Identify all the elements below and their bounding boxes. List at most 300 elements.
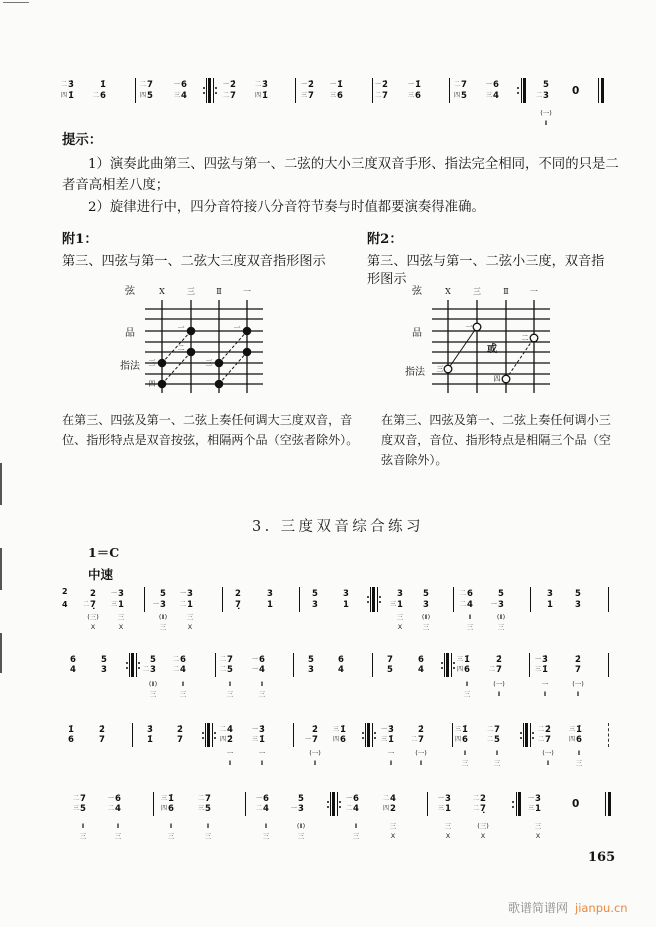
string-mark: 三 [444, 822, 452, 830]
finger-number-upper: 二 [453, 81, 460, 88]
barline-stroke [608, 792, 611, 816]
string-mark: Ⅱ [389, 759, 393, 767]
note-upper: 5 [101, 655, 107, 665]
note-lower: 1̇ [388, 735, 394, 745]
finger-number-lower: 二 [345, 805, 352, 812]
note-lower: 7 [177, 735, 183, 745]
finger-label: 一 [465, 323, 473, 331]
finger-number-upper: 二 [72, 795, 79, 802]
note-lower: 7 [418, 735, 424, 745]
string-mark: 三 [575, 759, 583, 767]
note-upper: 6 [418, 655, 424, 665]
string-mark: Ⅱ [260, 759, 264, 767]
note-lower: 1̇ [259, 735, 265, 745]
note-lower: 1 [535, 804, 541, 814]
note-upper: 1̇ [462, 725, 468, 735]
note-lower: 7 [575, 665, 581, 675]
string-mark: X [390, 832, 396, 840]
note-upper: 3̇ [388, 725, 394, 735]
finger-label: 二 [177, 344, 185, 352]
finger-number-upper: 一 [173, 81, 180, 88]
finger-number-upper: 一 [374, 81, 381, 88]
string-number: 三 [187, 287, 195, 296]
finger-number-upper: 一 [222, 81, 229, 88]
or-label: 或 [487, 344, 497, 355]
fret-row-label: 品 [412, 328, 422, 339]
note-upper: 6 [70, 655, 76, 665]
note-lower: 1 [397, 600, 403, 610]
finger-number-lower: 四 [139, 92, 146, 99]
string-mark: Ⅱ [497, 690, 501, 698]
note-lower: 5 [80, 804, 86, 814]
finger-number-lower: 三 [72, 805, 79, 812]
string-mark: (一) [540, 109, 552, 117]
note-lower: 3 [308, 665, 314, 675]
finger-number-upper: 三 [568, 726, 575, 733]
string-mark: 三 [179, 690, 187, 698]
finger-number-lower: 二 [179, 601, 186, 608]
note-lower: 1 [267, 600, 273, 610]
string-mark: Ⅱ [465, 680, 469, 688]
note-lower: 6 [337, 91, 343, 101]
finger-number-lower: 三 [300, 92, 307, 99]
barline-stroke [330, 792, 331, 816]
note-upper: 1̇ [337, 80, 343, 90]
appendix2-title: 第三、四弦与第一、二弦小三度，双音指 [367, 254, 605, 269]
string-mark: 三 [396, 613, 404, 621]
appendix1-title: 第三、四弦与第一、二弦大三度双音指形图示 [62, 254, 326, 269]
note-lower: 4 [180, 665, 186, 675]
note-lower: 5 [147, 91, 153, 101]
note-lower: 6 [415, 91, 421, 101]
note-lower: 7 [99, 735, 105, 745]
note-lower: 4 [263, 804, 269, 814]
note-upper: 3̇ [542, 655, 548, 665]
note-upper: 1̇ [68, 725, 74, 735]
string-mark: X [118, 623, 124, 631]
string-mark: X [90, 623, 96, 631]
finger-label: 四 [493, 375, 501, 383]
note-upper: 2̇ [382, 80, 388, 90]
note-upper: 3̇ [68, 80, 74, 90]
finger-number-lower: 一 [251, 666, 258, 673]
finger-number-lower: 四 [332, 736, 339, 743]
finger-label: 四 [148, 380, 156, 388]
finger-number-upper: 一 [329, 81, 336, 88]
appendix1-label: 附1： [62, 232, 98, 247]
string-mark: 三 [422, 623, 430, 631]
finger-number-lower: 二 [472, 805, 479, 812]
finger-number-upper: 二 [139, 81, 146, 88]
time-signature-bottom: 4 [62, 600, 68, 609]
finger-number-lower: 二 [488, 666, 495, 673]
note-lower: 6 [576, 735, 582, 745]
string-mark: (Ⅱ) [496, 613, 506, 621]
note-lower: 5 [494, 735, 500, 745]
string-mark: Ⅱ [544, 119, 548, 127]
note-lower: 4 [70, 665, 76, 675]
note-lower: 1̇ [147, 735, 153, 745]
note-lower: 4 [418, 665, 424, 675]
string-mark: 一 [258, 749, 266, 757]
string-mark: (一) [493, 680, 505, 688]
string-mark: 三 [466, 623, 474, 631]
finger-number-lower: 三 [527, 805, 534, 812]
note-upper: 3 [397, 589, 403, 599]
note-upper: 7 [80, 794, 86, 804]
finger-number-lower: 二 [537, 736, 544, 743]
string-mark: (Ⅱ) [148, 680, 158, 688]
finger-number-upper: 一 [407, 81, 414, 88]
string-mark: X [480, 832, 486, 840]
note-upper: 7 [227, 655, 233, 665]
note-lower: 3 [312, 600, 318, 610]
string-mark: 三 [114, 832, 122, 840]
finger-number-lower: 三 [110, 601, 117, 608]
finger-number-lower: 一 [490, 601, 497, 608]
finger-number-upper: 二 [382, 795, 389, 802]
fret-row-label: 品 [125, 328, 135, 339]
finger-number-lower: 二 [410, 736, 417, 743]
repeat-sign [327, 792, 341, 816]
string-number: 三 [473, 287, 481, 296]
finger-label: 三 [436, 365, 444, 373]
finger-number-upper: 二 [486, 726, 493, 733]
string-mark: Ⅱ [260, 680, 264, 688]
finger-number-lower: 二 [107, 805, 114, 812]
note-upper: 6 [467, 589, 473, 599]
string-mark: Ⅱ [81, 822, 85, 830]
string-mark: Ⅱ [463, 749, 467, 757]
note-upper: 5 [312, 589, 318, 599]
finger-number-upper: 二 [459, 590, 466, 597]
repeat-dot [327, 801, 329, 803]
finger-number-lower: 二 [142, 666, 149, 673]
finger-number-lower: 二 [486, 736, 493, 743]
note-upper: 5 [498, 589, 504, 599]
note-lower: 6 [464, 665, 470, 675]
note-lower: 7 [545, 735, 551, 745]
tempo-marking: 中速 [88, 567, 114, 582]
note-upper: 3 [187, 589, 193, 599]
note-upper: 2̇ [575, 655, 581, 665]
note-upper: 5 [308, 655, 314, 665]
finger-number-upper: 二 [219, 726, 226, 733]
note-upper: 2̇ [545, 725, 551, 735]
finger-number-upper: 二 [537, 726, 544, 733]
finger-number-lower: 二 [222, 92, 229, 99]
finger-number-lower: 二 [255, 805, 262, 812]
note-upper: 6 [263, 794, 269, 804]
string-mark: 三 [159, 623, 167, 631]
note-upper: 3̇ [147, 725, 153, 735]
note-lower: 4 [493, 91, 499, 101]
string-mark: (Ⅱ) [421, 613, 431, 621]
note-lower: 4 [467, 600, 473, 610]
finger-number-lower: 四 [456, 666, 463, 673]
string-mark: 三 [79, 832, 87, 840]
repeat-end-sign [512, 792, 526, 816]
note-upper: 5 [298, 794, 304, 804]
string-mark: 三 [226, 690, 234, 698]
finger-number-lower: 四 [453, 92, 460, 99]
finger-number-upper: 二 [254, 81, 261, 88]
string-mark: Ⅱ [116, 822, 120, 830]
note-upper: 6 [115, 794, 121, 804]
finger-number-lower: 二 [172, 666, 179, 673]
note-upper: 7 [461, 80, 467, 90]
string-mark: (Ⅱ) [158, 613, 168, 621]
finger-number-upper: 一 [179, 590, 186, 597]
finger-number-lower: 三 [173, 92, 180, 99]
finger-number-upper: 一 [110, 590, 117, 597]
note-upper: 5 [575, 589, 581, 599]
finger-number-lower: 一 [152, 601, 159, 608]
note-lower: 5 [461, 91, 467, 101]
string-number: X [159, 287, 165, 296]
note-lower: 3 [298, 804, 304, 814]
note-upper: 6 [338, 655, 344, 665]
barline [427, 792, 428, 816]
note-lower: 4 [115, 804, 121, 814]
finger-number-lower: 三 [251, 736, 258, 743]
note-upper: 3 [343, 589, 349, 599]
finger-number-upper: 一 [437, 795, 444, 802]
finger-number-lower: 四 [454, 736, 461, 743]
finger-number-upper: 二 [60, 81, 67, 88]
finger-number-lower: 三 [485, 92, 492, 99]
string-mark: Ⅱ [181, 680, 185, 688]
note-lower: 1̇ [68, 91, 74, 101]
finger-number-lower: 四 [382, 805, 389, 812]
repeat-dot [512, 806, 514, 808]
note-upper: 6 [353, 794, 359, 804]
string-mark: Ⅱ [468, 613, 472, 621]
note-lower: 2 [390, 804, 396, 814]
note-lower: 6 [462, 735, 468, 745]
finger-number-lower: 三 [389, 601, 396, 608]
note-upper: 3 [118, 589, 124, 599]
appendix2-caption-line: 弦音除外）。 [381, 453, 448, 467]
note-upper: 6 [259, 655, 265, 665]
note-lower: 5 [205, 804, 211, 814]
finger-number-lower: 三 [329, 92, 336, 99]
note-lower: 7 [308, 91, 314, 101]
string-mark: Ⅱ [264, 822, 268, 830]
string-mark: 三 [258, 690, 266, 698]
rest-note: 0 [572, 798, 580, 810]
note-lower: 5 [227, 665, 233, 675]
finger-number-lower: 二 [82, 601, 89, 608]
note-upper: 3̇ [262, 80, 268, 90]
string-mark: Ⅱ [206, 822, 210, 830]
note-upper: 2 [90, 589, 96, 599]
finger-number-upper: 二 [172, 656, 179, 663]
finger-label: 三 [205, 359, 213, 367]
note-upper: 2 [235, 589, 241, 599]
tip-line: 1）演奏此曲第三、四弦与第一、二弦的大小三度双音手形、指法完全相同，不同的只是二 [88, 157, 619, 172]
note-upper: 3 [267, 589, 273, 599]
finger-number-lower: 二 [459, 601, 466, 608]
note-upper: 2̇ [418, 725, 424, 735]
barline [153, 792, 154, 816]
note-lower: 6 [340, 735, 346, 745]
finger-number-upper: 三 [456, 656, 463, 663]
string-mark: (三) [477, 822, 489, 830]
string-row-label: 弦 [412, 286, 422, 297]
note-lower: 4 [259, 665, 265, 675]
barline-stroke [516, 792, 517, 816]
finger-number-upper: 一 [485, 81, 492, 88]
string-mark: X [187, 623, 193, 631]
note-upper: 5 [423, 589, 429, 599]
exercise-title: 3. 三度双音综合练习 [252, 519, 424, 535]
note-lower: 4 [181, 91, 187, 101]
note-lower: 3 [160, 600, 166, 610]
note-upper: 5 [150, 655, 156, 665]
string-mark: (一) [542, 749, 554, 757]
note-lower: 3 [150, 665, 156, 675]
repeat-dot [339, 806, 341, 808]
note-upper: 1̇ [464, 655, 470, 665]
string-mark: 三 [186, 613, 194, 621]
note-upper: 7 [147, 80, 153, 90]
note-upper: 6 [180, 655, 186, 665]
finger-number-upper: 二 [219, 656, 226, 663]
string-mark: 一 [541, 680, 549, 688]
note-lower: 3 [543, 91, 549, 101]
appendix2-title: 形图示 [367, 272, 407, 287]
string-number: Ⅱ [216, 287, 222, 296]
string-mark: (一) [415, 749, 427, 757]
note-lower: 5 [387, 665, 393, 675]
finger-number-lower: 二 [374, 92, 381, 99]
note-lower: 1 [187, 600, 193, 610]
time-signature-top: 2 [62, 587, 68, 596]
string-mark: X [445, 832, 451, 840]
repeat-dot [512, 801, 514, 803]
appendix1-caption-line: 在第三、四弦及第一、二弦上奏任何调大三度双音，音 [62, 413, 353, 427]
tip-line: 者音高相差八度； [62, 178, 170, 193]
note-lower: 4 [338, 665, 344, 675]
appendix1-caption-line: 位、指形特点是双音按弦，相隔两个品（空弦者除外）。 [62, 433, 359, 447]
note-upper: 6 [181, 80, 187, 90]
finger-label: 一 [177, 324, 185, 332]
appendix2-label: 附2： [367, 232, 403, 247]
finger-number-lower: 三 [437, 805, 444, 812]
note-lower: 1 [445, 804, 451, 814]
string-mark: 三 [461, 759, 469, 767]
note-upper: 2̇ [308, 80, 314, 90]
note-lower: 1 [343, 600, 349, 610]
note-upper: 3 [535, 794, 541, 804]
string-mark: Ⅱ [543, 690, 547, 698]
note-upper: 5 [160, 589, 166, 599]
note-lower: 6 [100, 91, 106, 101]
appendix2-caption-line: 在第三、四弦及第一、二弦上奏任何调小三 [381, 413, 611, 427]
note-upper: 4 [390, 794, 396, 804]
string-mark: 三 [149, 690, 157, 698]
finger-number-lower: 四 [160, 805, 167, 812]
note-lower: 6 [68, 735, 74, 745]
note-lower: 7 [382, 91, 388, 101]
string-mark: 三 [262, 832, 270, 840]
note-upper: 3 [547, 589, 553, 599]
string-mark: Ⅱ [577, 749, 581, 757]
finger-number-lower: 二 [219, 666, 226, 673]
note-lower: 7 [312, 735, 318, 745]
finger-number-upper: 一 [251, 656, 258, 663]
note-lower: 7̣ [480, 804, 486, 814]
note-upper: 1̇ [340, 725, 346, 735]
note-lower: 7̣ [90, 600, 96, 610]
finger-number-upper: 一 [255, 795, 262, 802]
note-upper: 4̇ [227, 725, 233, 735]
barline-stroke [332, 792, 335, 816]
finger-label: 一 [233, 324, 241, 332]
note-lower: 3 [101, 665, 107, 675]
rest-note: 0 [572, 84, 580, 97]
finger-number-upper: 一 [527, 795, 534, 802]
barline-stroke [605, 792, 606, 816]
note-upper: 2̇ [230, 80, 236, 90]
note-lower: 3 [575, 600, 581, 610]
string-number: X [445, 287, 451, 296]
finger-number-upper: 二 [197, 795, 204, 802]
finger-label: 三 [148, 359, 156, 367]
finger-number-upper: 一 [380, 726, 387, 733]
string-mark: (一) [572, 680, 584, 688]
note-upper: 1̇ [576, 725, 582, 735]
note-lower: 7 [496, 665, 502, 675]
string-mark: X [397, 623, 403, 631]
string-mark: Ⅱ [354, 822, 358, 830]
barline [245, 792, 246, 816]
string-mark: 三 [534, 822, 542, 830]
note-upper: 1̇ [168, 794, 174, 804]
string-number: 一 [530, 287, 538, 296]
string-mark: (三) [87, 613, 99, 621]
tips-heading: 提示： [62, 132, 103, 148]
string-mark: 三 [389, 822, 397, 830]
note-lower: 3 [498, 600, 504, 610]
string-number: 一 [243, 287, 251, 296]
finger-number-lower: 二 [92, 92, 99, 99]
finger-number-upper: 一 [251, 726, 258, 733]
finger-number-lower: 一 [304, 736, 311, 743]
finger-number-lower: 三 [197, 805, 204, 812]
finger-number-lower: 四 [568, 736, 575, 743]
finger-number-lower: 一 [290, 805, 297, 812]
note-lower: 7̣ [235, 600, 241, 610]
finger-number-lower: 四 [219, 736, 226, 743]
note-upper: 7 [494, 725, 500, 735]
finger-label: 二 [521, 334, 529, 342]
string-mark: (一) [309, 749, 321, 757]
string-mark: Ⅱ [546, 759, 550, 767]
repeat-dot [339, 801, 341, 803]
watermark-site-name: 歌谱简谱网 [508, 901, 569, 915]
note-lower: 1 [547, 600, 553, 610]
finger-number-upper: 三 [160, 795, 167, 802]
note-upper: 3̇ [259, 725, 265, 735]
string-mark: 三 [167, 832, 175, 840]
note-lower: 1̇ [262, 91, 268, 101]
note-upper: 1̇ [415, 80, 421, 90]
page-number: 165 [588, 850, 616, 865]
note-upper: 2 [480, 794, 486, 804]
barline-stroke [518, 792, 521, 816]
